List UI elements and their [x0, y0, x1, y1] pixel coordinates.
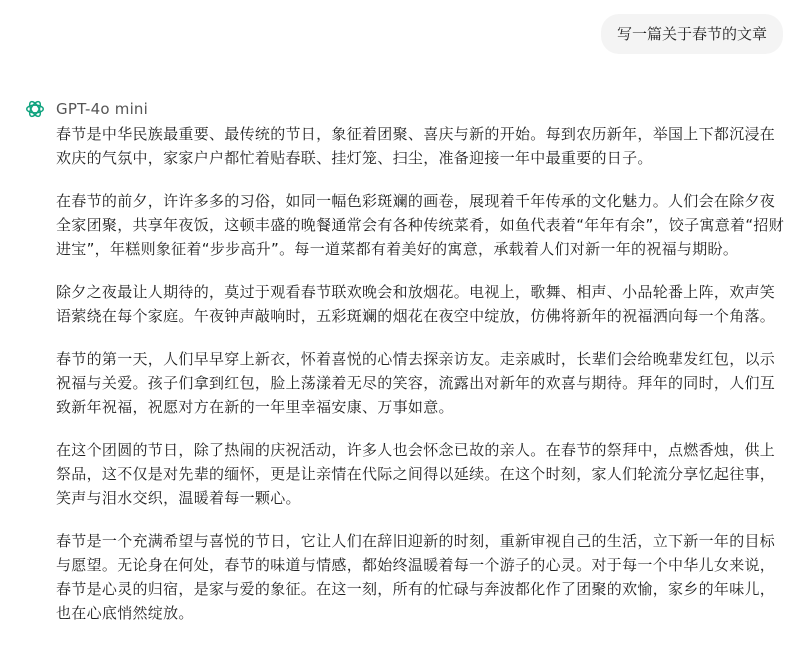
response-paragraph: 春节是一个充满希望与喜悦的节日，它让人们在辞旧迎新的时刻，重新审视自己的生活，立下新一年的目标与愿望。无论身在何处，春节的味道与情感，都始终温暖着每一个游子的心灵。对于每一个中华儿女来说，春节是心灵的归宿，是家与爱的象征。在这一刻，所有的忙碌与奔波都化作了团聚的欢愉，家乡的年味儿，也在心底悄然绽放。 — [56, 532, 776, 622]
openai-logo-icon — [24, 98, 46, 120]
response-paragraph: 在这个团圆的节日，除了热闹的庆祝活动，许多人也会怀念已故的亲人。在春节的祭拜中，点燃香烛，供上祭品，这不仅是对先辈的缅怀，更是让亲情在代际之间得以延续。在这个时刻，家人们轮流分享忆起往事，笑声与泪水交织，温暖着每一颗心。 — [56, 441, 776, 507]
response-paragraph: 春节的第一天，人们早早穿上新衣，怀着喜悦的心情去探亲访友。走亲戚时，长辈们会给晚辈发红包，以示祝福与关爱。孩子们拿到红包，脸上荡漾着无尽的笑容，流露出对新年的欢喜与期待。拜年的同时，人们互致新年祝福，祝愿对方在新的一年里幸福安康、万事如意。 — [56, 350, 776, 416]
response-paragraph: 在春节的前夕，许许多多的习俗，如同一幅色彩斑斓的画卷，展现着千年传承的文化魅力。人们会在除夕夜全家团聚，共享年夜饭，这顿丰盛的晚餐通常会有各种传统菜肴，如鱼代表着“年年有余”，饺子寓意着“招财进宝”，年糕则象征着“步步高升”。每一道菜都有着美好的寓意，承载着人们对新一年的祝福与期盼。 — [56, 192, 785, 258]
user-message-text: 写一篇关于春节的文章 — [616, 25, 767, 43]
user-message-bubble — [601, 14, 783, 54]
model-header — [24, 98, 148, 120]
assistant-response — [56, 122, 786, 644]
response-paragraph: 春节是中华民族最重要、最传统的节日，象征着团聚、喜庆与新的开始。每到农历新年，举国上下都沉浸在欢庆的气氛中，家家户户都忙着贴春联、挂灯笼、扫尘，准备迎接一年中最重要的日子。 — [56, 125, 776, 167]
model-name: GPT-4o mini — [56, 100, 149, 118]
response-paragraph: 除夕之夜最让人期待的，莫过于观看春节联欢晚会和放烟花。电视上，歌舞、相声、小品轮番上阵，欢声笑语萦绕在每个家庭。午夜钟声敲响时，五彩斑斓的烟花在夜空中绽放，仿佛将新年的祝福洒向每一个角落。 — [56, 283, 776, 325]
